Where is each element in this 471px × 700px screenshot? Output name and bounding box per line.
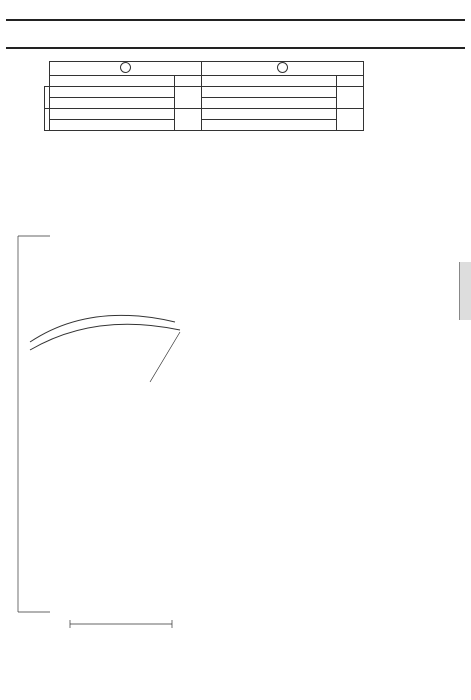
color (50, 98, 175, 109)
col-qty-a (175, 76, 202, 87)
flower-card-diagram-1 (335, 228, 455, 348)
col-a-header (50, 62, 202, 76)
qty (175, 87, 202, 109)
col-qty-b (337, 76, 364, 87)
stole-diagram (0, 212, 190, 662)
color (202, 98, 337, 109)
materials-table (44, 61, 364, 131)
title-bar (6, 19, 465, 49)
col-yarn-a (50, 76, 175, 87)
col-yarn-b (202, 76, 337, 87)
col-b-header (202, 62, 364, 76)
qty (337, 87, 364, 109)
color (50, 120, 175, 131)
flower-card-diagram-2 (340, 415, 460, 535)
color (202, 120, 337, 131)
qty (337, 109, 364, 131)
side-tab (459, 262, 471, 320)
materials-row (45, 109, 364, 120)
materials-row (45, 87, 364, 98)
qty (175, 109, 202, 131)
